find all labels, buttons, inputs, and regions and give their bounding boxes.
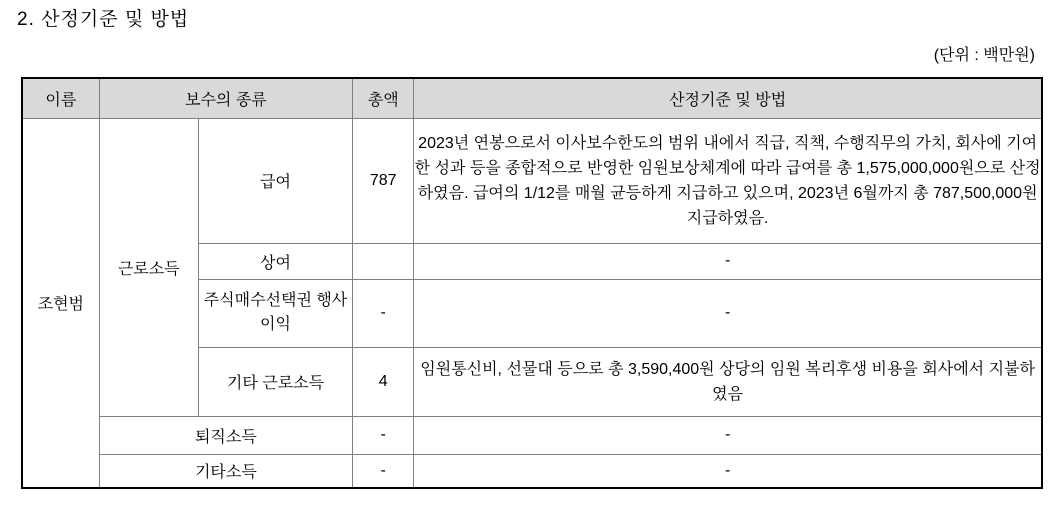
total-cell-stock-option: - (353, 279, 414, 347)
criteria-cell-other-earned: 임원통신비, 선물대 등으로 총 3,590,400원 상당의 임원 복리후생 비용을 회사에서 지불하였음 (414, 347, 1042, 416)
col-header-name: 이름 (22, 78, 99, 118)
table-row-salary (22, 118, 1042, 243)
earned-income-group-cell: 근로소득 (99, 118, 198, 416)
col-header-total: 총액 (353, 78, 414, 118)
name-cell: 조현범 (22, 118, 99, 488)
type-cell-bonus: 상여 (198, 243, 352, 279)
total-cell-other-income: - (353, 454, 414, 488)
criteria-cell-other-income: - (414, 454, 1042, 488)
type-cell-other-income: 기타소득 (99, 454, 353, 488)
total-cell-bonus (353, 243, 414, 279)
type-cell-other-earned: 기타 근로소득 (198, 347, 352, 416)
total-cell-retirement: - (353, 416, 414, 454)
criteria-cell-salary: 2023년 연봉으로서 이사보수한도의 범위 내에서 직급, 직책, 수행직무의 가치, 회사에 기여한 성과 등을 종합적으로 반영한 임원보상체계에 따라 급여를 총 1,575,000,000원으로 산정하였음. 급여의 1/12를 매월 균등하게 지급하고 있으며, 2023년 6월까지 총 787,500,000원 지급하였음. (414, 118, 1042, 243)
type-cell-salary: 급여 (198, 118, 352, 243)
type-cell-stock-option: 주식매수선택권 행사이익 (198, 279, 352, 347)
criteria-cell-stock-option: - (414, 279, 1042, 347)
table-row-other-income (22, 454, 1042, 488)
criteria-cell-retirement: - (414, 416, 1042, 454)
total-cell-salary: 787 (353, 118, 414, 243)
type-cell-retirement: 퇴직소득 (99, 416, 353, 454)
compensation-table (21, 77, 1043, 489)
section-title: 2. 산정기준 및 방법 (17, 9, 190, 30)
table-header-row (22, 78, 1042, 118)
unit-note: (단위 : 백만원) (933, 47, 1035, 64)
criteria-cell-bonus: - (414, 243, 1042, 279)
total-cell-other-earned: 4 (353, 347, 414, 416)
table-row-retirement (22, 416, 1042, 454)
col-header-criteria: 산정기준 및 방법 (414, 78, 1042, 118)
col-header-compensation-type: 보수의 종류 (99, 78, 353, 118)
